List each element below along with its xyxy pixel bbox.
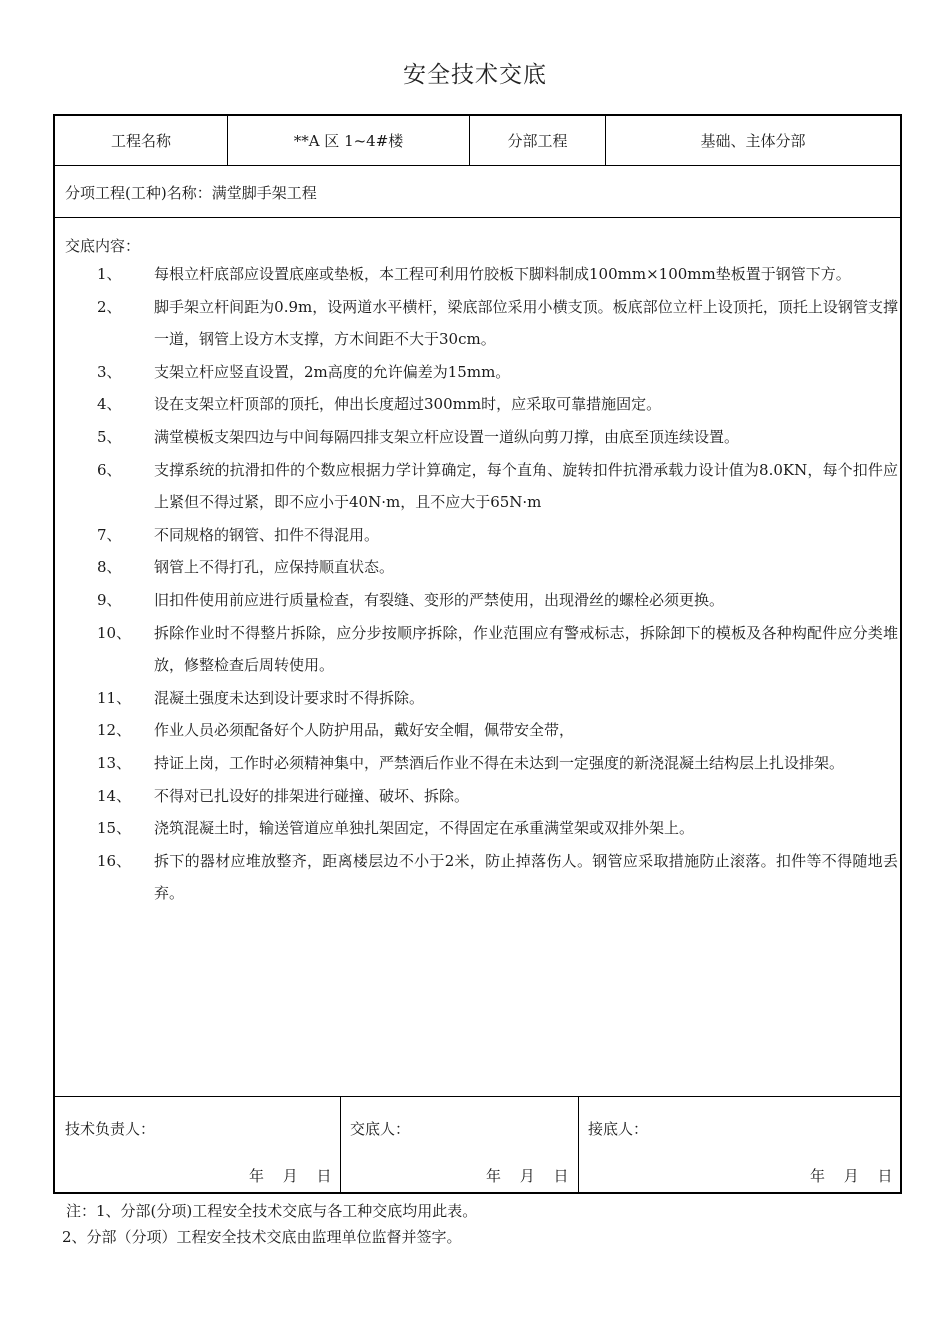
content-label: 交底内容： xyxy=(65,237,141,255)
item-text: 设在支架立杆顶部的顶托，伸出长度超过300mm时，应采取可靠措施固定。 xyxy=(154,395,662,414)
list-item xyxy=(55,780,900,813)
footnotes xyxy=(62,1198,478,1250)
list-item xyxy=(55,421,900,454)
item-text: 不同规格的钢管、扣件不得混用。 xyxy=(154,525,380,544)
item-number: 15、 xyxy=(97,819,132,838)
item-number: 14、 xyxy=(97,786,132,805)
item-number: 6、 xyxy=(97,460,122,479)
divider xyxy=(55,217,900,218)
item-text: 每根立杆底部应设置底座或垫板，本工程可利用竹胶板下脚料制成100mm×100mm垫板置于钢管下方。 xyxy=(154,265,851,283)
item-text: 拆下的器材应堆放整齐，距离楼层边不小于2米，防止掉落伤人。钢管应采取措施防止滚落。扣件等不得随地丢弃。 xyxy=(154,851,898,903)
footnote: 2、分部（分项）工程安全技术交底由监理单位监督并签字。 xyxy=(62,1228,462,1246)
item-number: 8、 xyxy=(97,558,122,577)
list-item xyxy=(55,812,900,845)
item-text: 满堂模板支架四边与中间每隔四排支架立杆应设置一道纵向剪刀撑，由底至顶连续设置。 xyxy=(154,427,740,446)
item-number: 2、 xyxy=(97,297,122,316)
item-text: 浇筑混凝土时，输送管道应单独扎架固定，不得固定在承重满堂架或双排外架上。 xyxy=(154,819,695,838)
item-text: 钢管上不得打孔，应保持顺直状态。 xyxy=(154,558,395,577)
list-item xyxy=(55,747,900,780)
item-number: 5、 xyxy=(97,427,122,446)
item-text: 支撑系统的抗滑扣件的个数应根据力学计算确定，每个直角、旋转扣件抗滑承载力设计值为8.0KN，每个扣件应上紧但不得过紧，即不应小于40N·m，且不应大于65N·m xyxy=(154,460,898,512)
list-item xyxy=(55,714,900,747)
list-item xyxy=(55,356,900,389)
item-number: 3、 xyxy=(97,362,122,381)
item-text: 旧扣件使用前应进行质量检查，有裂缝、变形的严禁使用，出现滑丝的螺栓必须更换。 xyxy=(154,590,725,609)
item-number: 12、 xyxy=(97,721,132,740)
discloser-date: 年 月 日 xyxy=(486,1167,569,1185)
list-item xyxy=(55,845,900,910)
project-name-value: **A 区 1~4#楼 xyxy=(293,132,404,150)
item-text: 拆除作业时不得整片拆除，应分步按顺序拆除，作业范围应有警戒标志，拆除卸下的模板及各种构配件应分类堆放，修整检查后周转使用。 xyxy=(154,623,898,675)
discloser-label: 交底人： xyxy=(350,1120,411,1138)
receiver-label: 接底人： xyxy=(588,1120,649,1138)
list-item xyxy=(55,519,900,552)
content-list xyxy=(55,258,900,910)
list-item xyxy=(55,291,900,356)
item-number: 1、 xyxy=(97,265,122,283)
divider xyxy=(578,1096,579,1194)
item-text: 支架立杆应竖直设置，2m高度的允许偏差为15mm。 xyxy=(154,362,511,381)
item-text: 不得对已扎设好的排架进行碰撞、破坏、拆除。 xyxy=(154,786,470,805)
list-item xyxy=(55,584,900,617)
divider xyxy=(340,1096,341,1194)
list-item xyxy=(55,454,900,519)
document-title: 安全技术交底 xyxy=(403,62,547,88)
item-number: 13、 xyxy=(97,753,132,772)
divider xyxy=(55,165,900,166)
item-text: 混凝土强度未达到设计要求时不得拆除。 xyxy=(154,688,425,707)
item-number: 9、 xyxy=(97,590,122,609)
item-text: 作业人员必须配备好个人防护用品，戴好安全帽，佩带安全带， xyxy=(154,721,575,740)
list-item xyxy=(55,617,900,682)
list-item xyxy=(55,258,900,291)
list-item xyxy=(55,551,900,584)
list-item xyxy=(55,682,900,715)
subitem-name: 分项工程(工种)名称：满堂脚手架工程 xyxy=(65,184,317,202)
item-number: 16、 xyxy=(97,851,132,870)
tech-lead-date: 年 月 日 xyxy=(249,1167,332,1185)
divider xyxy=(55,1096,900,1097)
item-number: 11、 xyxy=(97,688,132,707)
item-number: 4、 xyxy=(97,395,122,414)
footnote: 注：1、分部(分项)工程安全技术交底与各工种交底均用此表。 xyxy=(66,1202,478,1220)
receiver-date: 年 月 日 xyxy=(810,1167,893,1185)
project-name-label: 工程名称 xyxy=(110,132,171,150)
division-label: 分部工程 xyxy=(507,132,568,150)
tech-lead-label: 技术负责人： xyxy=(65,1120,156,1138)
division-value: 基础、主体分部 xyxy=(700,132,806,150)
item-text: 脚手架立杆间距为0.9m，设两道水平横杆，梁底部位采用小横支顶。板底部位立杆上设顶托，顶托上设钢管支撑一道，钢管上设方木支撑，方木间距不大于30cm。 xyxy=(154,297,898,349)
item-number: 7、 xyxy=(97,525,122,544)
item-text: 持证上岗，工作时必须精神集中，严禁酒后作业不得在未达到一定强度的新浇混凝土结构层上扎设排架。 xyxy=(154,753,845,772)
disclosure-table xyxy=(53,114,902,1194)
list-item xyxy=(55,388,900,421)
item-number: 10、 xyxy=(97,623,132,642)
